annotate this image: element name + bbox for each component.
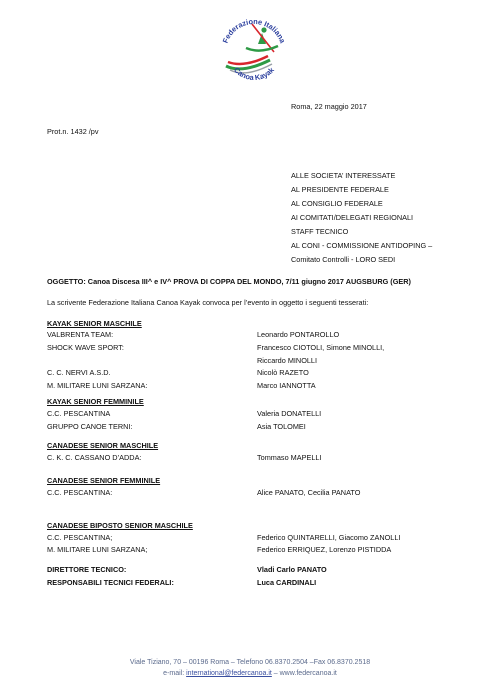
recipient-line: Comitato Controlli - LORO SEDI bbox=[291, 255, 396, 264]
athlete-names: Tommaso MAPELLI bbox=[257, 453, 322, 462]
footer-web: – www.federcanoa.it bbox=[271, 670, 337, 677]
athlete-names: Marco IANNOTTA bbox=[257, 381, 316, 390]
recipient-line: AL CONI - COMMISSIONE ANTIDOPING – bbox=[291, 241, 433, 250]
subject-line: OGGETTO: Canoa Discesa III^ e IV^ PROVA DI COPPA DEL MONDO, 7/11 giugno 2017 AUGSBURG (GER) bbox=[47, 277, 411, 286]
footer-contacts bbox=[0, 670, 500, 677]
staff-name: Luca CARDINALI bbox=[257, 578, 317, 587]
recipient-line: AI COMITATI/DELEGATI REGIONALI bbox=[291, 213, 414, 222]
club-name: M. MILITARE LUNI SARZANA; bbox=[47, 545, 148, 554]
protocol-number: Prot.n. 1432 /pv bbox=[47, 127, 99, 136]
section-title: CANADESE BIPOSTO SENIOR MASCHILE bbox=[47, 521, 193, 530]
athlete-names: Nicolò RAZETO bbox=[257, 368, 309, 377]
club-name: M. MILITARE LUNI SARZANA: bbox=[47, 381, 148, 390]
athlete-names: Valeria DONATELLI bbox=[257, 409, 322, 418]
logo-top-text: Federazione Italiana bbox=[220, 16, 288, 45]
section-title: CANADESE SENIOR MASCHILE bbox=[47, 441, 159, 450]
athlete-names: Leonardo PONTAROLLO bbox=[257, 330, 340, 339]
recipient-line: AL PRESIDENTE FEDERALE bbox=[291, 185, 389, 194]
club-name: C. C. NERVI A.S.D. bbox=[47, 368, 111, 377]
recipient-line: ALLE SOCIETA’ INTERESSATE bbox=[291, 171, 396, 180]
section-title: CANADESE SENIOR FEMMINILE bbox=[47, 476, 161, 485]
athlete-names: Francesco CIOTOLI, Simone MINOLLI, bbox=[257, 343, 385, 352]
athlete-names: Riccardo MINOLLI bbox=[257, 356, 318, 365]
club-name: C.C. PESCANTINA: bbox=[47, 488, 113, 497]
club-name: GRUPPO CANOE TERNI: bbox=[47, 422, 133, 431]
footer-address: Viale Tiziano, 70 – 00196 Roma – Telefono 06.8370.2504 –Fax 06.8370.2518 bbox=[129, 659, 371, 666]
athlete-names: Asia TOLOMEI bbox=[257, 422, 306, 431]
recipient-line: STAFF TECNICO bbox=[291, 227, 349, 236]
staff-role: RESPONSABILI TECNICI FEDERALI: bbox=[47, 578, 174, 587]
logo-bottom-text: Canoa Kayak bbox=[232, 65, 276, 83]
intro-text: La scrivente Federazione Italiana Canoa Kayak convoca per l’evento in oggetto i seguenti tesserati: bbox=[47, 298, 369, 307]
athlete-names: Federico QUINTARELLI, Giacomo ZANOLLI bbox=[257, 533, 401, 542]
club-name: C.C. PESCANTINA bbox=[47, 409, 111, 418]
staff-name: Vladi Carlo PANATO bbox=[257, 565, 327, 574]
club-name: C.C. PESCANTINA; bbox=[47, 533, 113, 542]
date-line: Roma, 22 maggio 2017 bbox=[291, 102, 367, 111]
svg-text:Federazione Italiana bbox=[221, 17, 288, 45]
club-name: C. K. C. CASSANO D’ADDA: bbox=[47, 453, 142, 462]
recipient-line: AL CONSIGLIO FEDERALE bbox=[291, 199, 383, 208]
staff-role: DIRETTORE TECNICO: bbox=[47, 565, 127, 574]
club-name: SHOCK WAVE SPORT: bbox=[47, 343, 124, 352]
athlete-names: Federico ERRIQUEZ, Lorenzo PISTIDDA bbox=[257, 545, 392, 554]
footer-email-link[interactable]: international@federcanoa.it bbox=[186, 670, 272, 677]
club-name: VALBRENTA TEAM: bbox=[47, 330, 114, 339]
section-title: KAYAK SENIOR FEMMINILE bbox=[47, 397, 144, 406]
athlete-names: Alice PANATO, Cecilia PANATO bbox=[257, 488, 361, 497]
footer-email-label: e-mail: bbox=[163, 670, 187, 677]
section-title: KAYAK SENIOR MASCHILE bbox=[47, 319, 142, 328]
federation-logo bbox=[212, 8, 296, 86]
